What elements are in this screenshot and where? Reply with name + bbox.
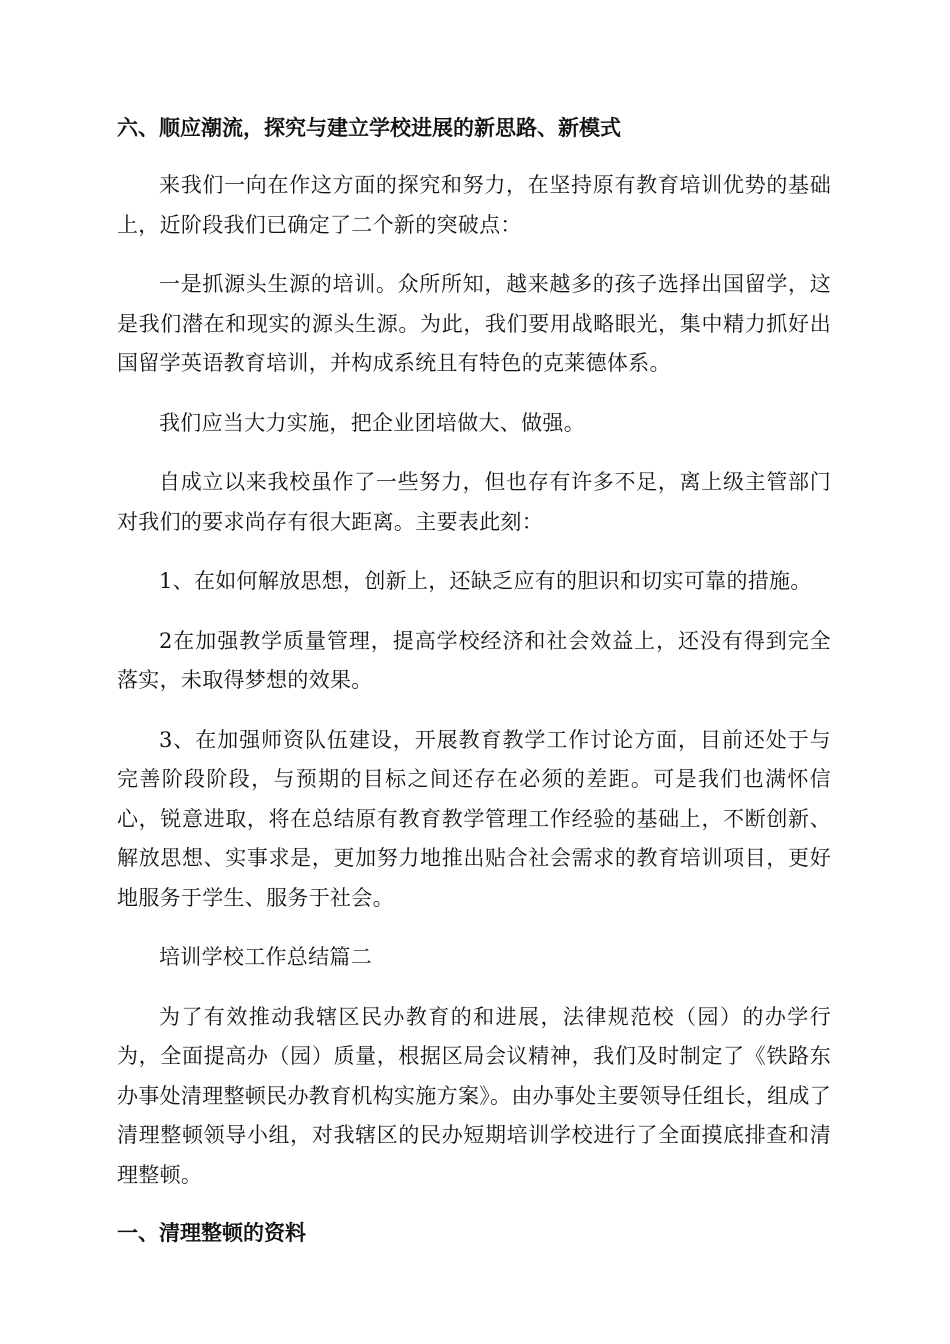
paragraph-shortcoming-3: 3、在加强师资队伍建设，开展教育教学工作讨论方面，目前还处于与完善阶段阶段，与预期的目标之间还存在必须的差距。可是我们也满怀信心，锐意进取，将在总结原有教育教学管理工作经验的基础上，不断创新、解放思想、实事求是，更加努力地推出贴合社会需求的教育培训项目，更好地服务于学生、服务于社会。 bbox=[117, 727, 831, 910]
paragraph-shortcoming-2: 2在加强教学质量管理，提高学校经济和社会效益上，还没有得到完全落实，未取得梦想的效果。 bbox=[117, 628, 831, 692]
section-heading-6: 六、顺应潮流，探究与建立学校进展的新思路、新模式 bbox=[117, 116, 621, 140]
paragraph-part-two-title: 培训学校工作总结篇二 bbox=[159, 945, 372, 969]
paragraph-source-training: 一是抓源头生源的培训。众所所知，越来越多的孩子选择出国留学，这是我们潜在和现实的源头生源。为此，我们要用战略眼光，集中精力抓好出国留学英语教育培训，并构成系统且有特色的克莱德体系。 bbox=[117, 272, 831, 375]
document-page bbox=[117, 110, 831, 1251]
paragraph-breakthrough-intro: 来我们一向在作这方面的探究和努力，在坚持原有教育培训优势的基础上，近阶段我们已确定了二个新的突破点： bbox=[117, 173, 831, 237]
paragraph-shortcomings: 自成立以来我校虽作了一些努力，但也存有许多不足，离上级主管部门对我们的要求尚存有很大距离。主要表此刻： bbox=[117, 470, 831, 534]
paragraph-enterprise-training: 我们应当大力实施，把企业团培做大、做强。 bbox=[159, 410, 585, 435]
section-heading-1: 一、清理整顿的资料 bbox=[117, 1221, 306, 1245]
paragraph-rectification-intro: 为了有效推动我辖区民办教育的和进展，法律规范校（园）的办学行为，全面提高办（园）质量，根据区局会议精神，我们及时制定了《铁路东办事处清理整顿民办教育机构实施方案》。由办事处主要领导任组长，组成了清理整顿领导小组，对我辖区的民办短期培训学校进行了全面摸底排查和清理整顿。 bbox=[117, 1004, 831, 1187]
paragraph-shortcoming-1: 1、在如何解放思想，创新上，还缺乏应有的胆识和切实可靠的措施。 bbox=[159, 569, 812, 593]
